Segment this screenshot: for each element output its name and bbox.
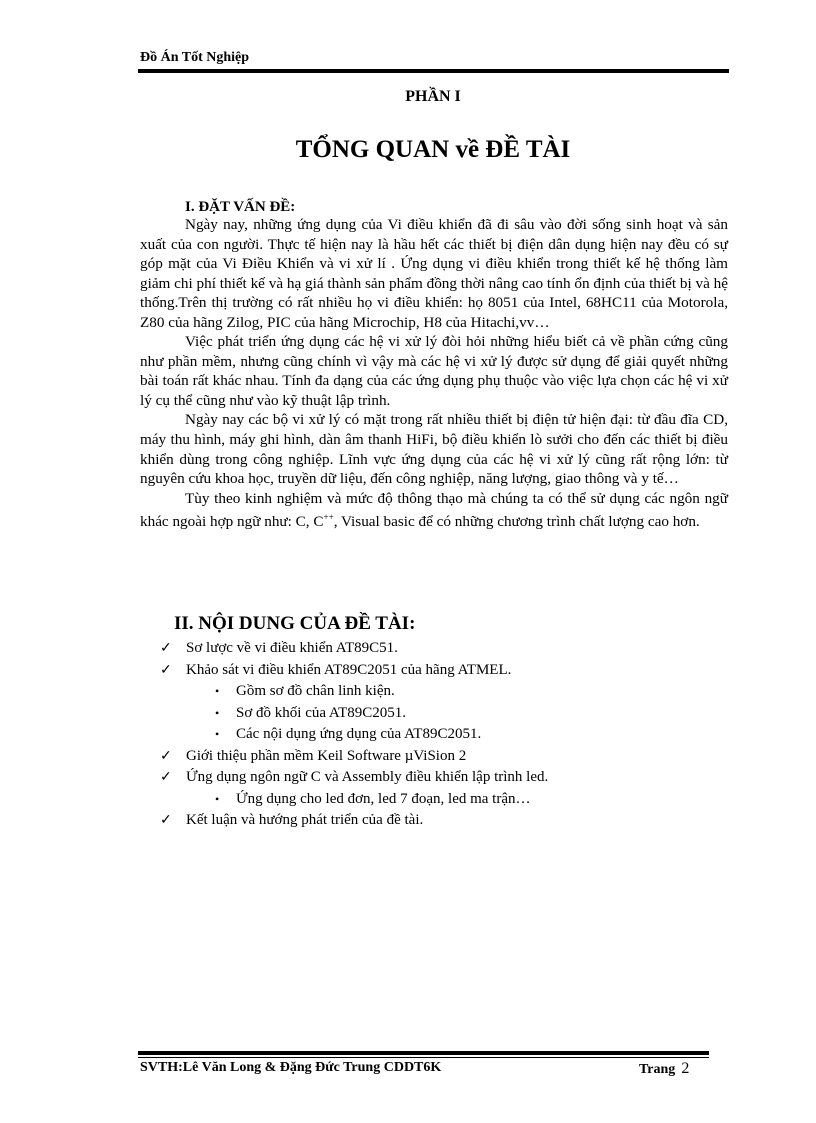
sub-list-item [160, 681, 548, 703]
list-item-text: Kết luận và hướng phát triển của đề tài. [186, 812, 424, 828]
superscript: ++ [323, 512, 334, 523]
footer-rule-thin [138, 1057, 709, 1058]
list-item [160, 810, 548, 832]
paragraph-text: Tùy theo kinh nghiệm và mức độ thông thạo mà chúng ta có thể sử dụng các ngôn ngữ khác ngoài hợp ngữ như: C, C [140, 489, 728, 531]
check-icon: ✓ [160, 813, 172, 828]
list-item [160, 660, 548, 682]
page-number: 2 [681, 1060, 690, 1077]
paragraph: Việc phát triển ứng dụng các hệ vi xử lý đòi hỏi những hiểu biết cả về phần cứng cũng như phần mềm, nhưng cũng chính vì vậy mà các hệ vi xử lý được sử dụng để giải quyết những bài toán rất khác nhau. Tính đa dạng của các ứng dụng phụ thuộc vào việc lựa chọn các hệ vi xử lý cụ thể cũng như vào kỹ thuật lập trình. [140, 333, 728, 409]
sub-list-item [160, 724, 548, 746]
list-item-text: Giới thiệu phần mềm Keil Software µViSion 2 [186, 747, 467, 764]
list-item [160, 638, 548, 660]
list-item-text: Ứng dụng cho led đơn, led 7 đoạn, led ma trận… [236, 790, 531, 807]
footer-page [639, 1060, 689, 1078]
header-title: Đồ Án Tốt Nghiệp [140, 50, 250, 65]
check-icon: ✓ [160, 662, 172, 678]
list-item [160, 746, 548, 768]
sub-list-item [160, 703, 548, 725]
page-label: Trang [639, 1062, 676, 1077]
section1-heading: I. ĐẶT VẤN ĐỀ: [185, 199, 296, 215]
page-title: TỔNG QUAN về ĐỀ TÀI [295, 136, 571, 163]
footer-rule [138, 1051, 709, 1055]
check-icon: ✓ [160, 748, 172, 764]
list-item-text: Sơ lược về vi điều khiển AT89C51. [186, 640, 398, 656]
content-list [160, 638, 548, 832]
header-rule [138, 69, 729, 73]
list-item-text: Các nội dụng ứng dụng của AT89C2051. [236, 726, 482, 742]
footer-authors: SVTH:Lê Văn Long & Đặng Đức Trung CDDT6K [140, 1060, 442, 1075]
bullet-icon: • [215, 684, 220, 698]
list-item-text: Sơ đồ khối của AT89C2051. [236, 704, 407, 721]
check-icon: ✓ [160, 641, 172, 656]
sub-list-item [160, 789, 548, 811]
bullet-icon: • [215, 705, 220, 720]
paragraph: Ngày nay các bộ vi xử lý có mặt trong rất nhiều thiết bị điện tử hiện đại: từ đầu đĩa CD, máy thu hình, máy ghi hình, dàn âm thanh HiFi, bộ điều khiển lò sưởi cho đến các thiết bị điều khiển dùng trong công nghiệp. Lĩnh vực ứng dụng của các hệ vi xử lý cũng rất rộng lớn: từ nguyên cứu khoa học, truyền dữ liệu, đến công nghiệp, năng lượng, giao thông và y tế… [140, 411, 728, 488]
bullet-icon: • [215, 791, 220, 806]
list-item [160, 767, 548, 789]
section2-heading: II. NỘI DUNG CỦA ĐỀ TÀI: [174, 613, 416, 634]
paragraph: Ngày nay, những ứng dụng của Vi điều khiển đã đi sâu vào đời sống sinh hoạt và sản xuất của con người. Thực tế hiện nay là hầu hết các thiết bị điện dân dụng hiện nay đều có sự góp mặt của Vi Điều Khiển và vi xử lí . Ứng dụng vi điều khiển trong thiết kế hệ thống làm giảm chi phí thiết kế và hạ giá thành sản phẩm đồng thời nâng cao tính ổn định của thiết bị và hệ thống.Trên thị trường có rất nhiều họ vi điều khiển: họ 8051 của Intel, 68HC11 của Motorola, Z80 của hãng Zilog, PIC của hãng Microchip, H8 của Hitachi,vv… [140, 216, 728, 331]
list-item-text: Ứng dụng ngôn ngữ C và Assembly điều khiển lập trình led. [186, 769, 549, 785]
paragraph [140, 489, 728, 532]
bullet-icon: • [215, 727, 220, 741]
check-icon: ✓ [160, 770, 172, 785]
list-item-text: Khảo sát vi điều khiển AT89C2051 của hãng ATMEL. [186, 661, 512, 678]
list-item-text: Gồm sơ đồ chân linh kiện. [236, 683, 395, 699]
part-label: PHẦN I [405, 88, 461, 105]
section1-body [140, 215, 728, 532]
paragraph-text: , Visual basic để có những chương trình chất lượng cao hơn. [333, 513, 700, 531]
